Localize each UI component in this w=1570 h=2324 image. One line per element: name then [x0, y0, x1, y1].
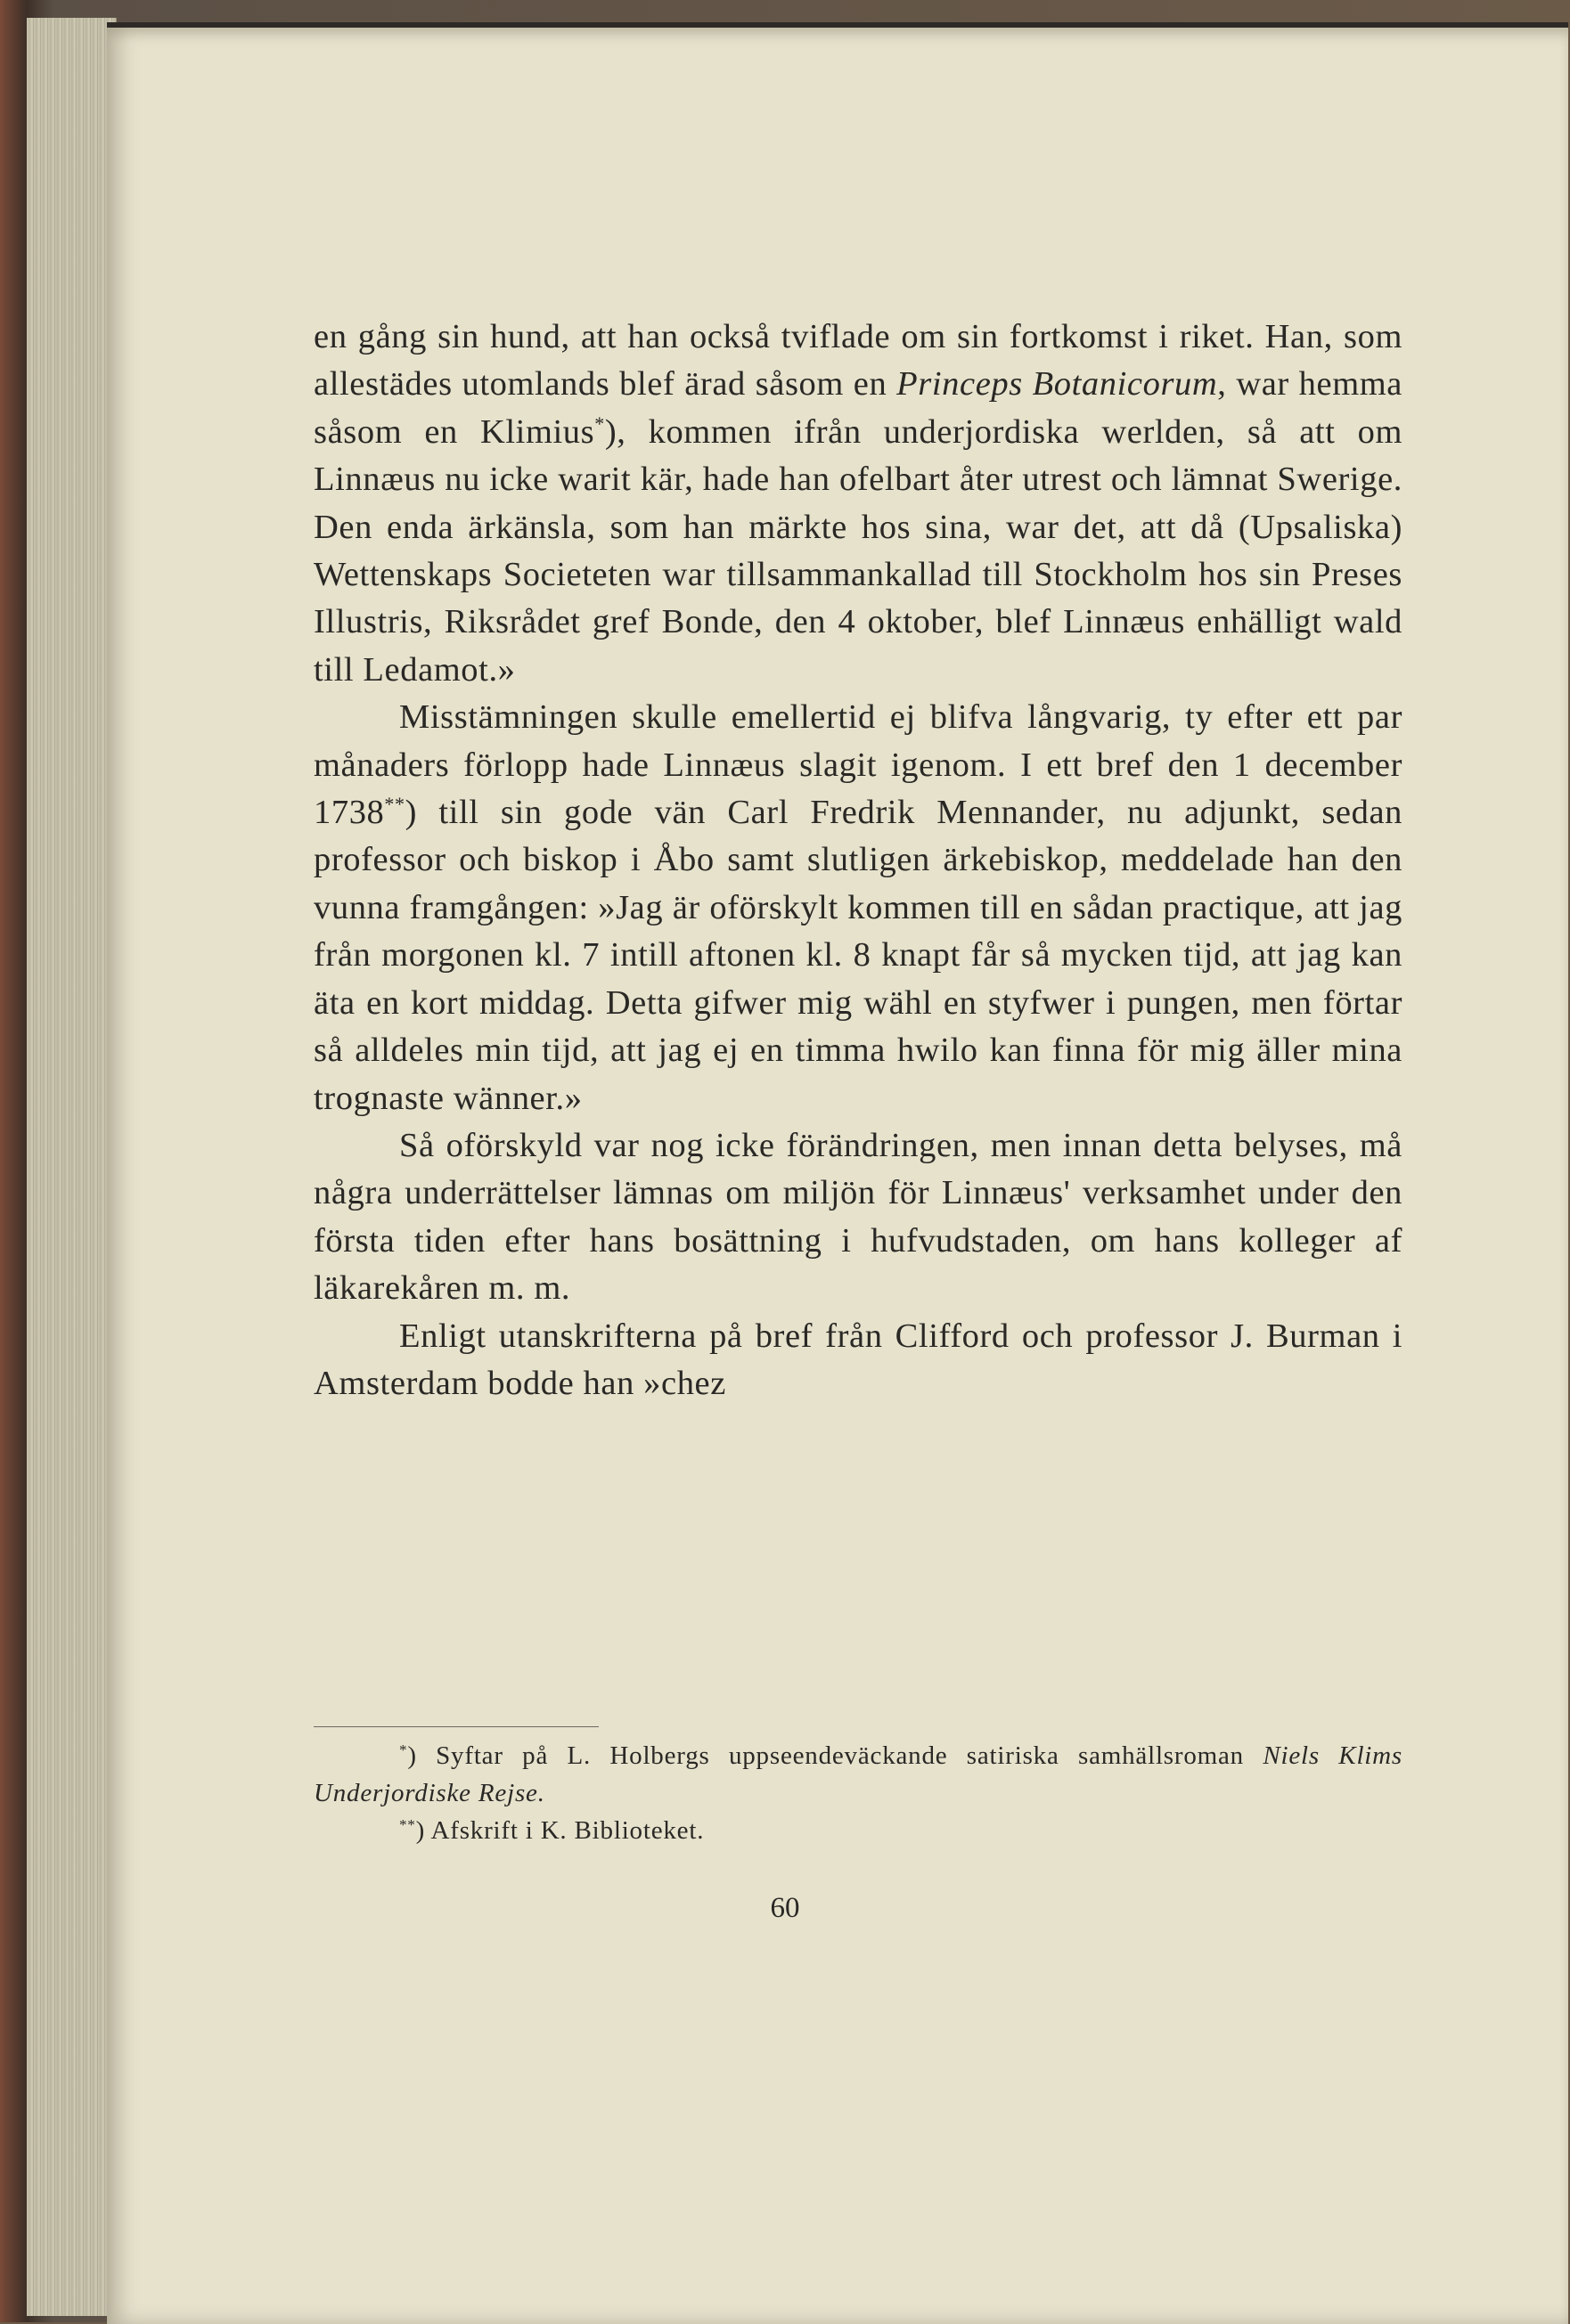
- text-run: en gång sin hund, att han också tviflade om sin fortkomst i riket. Han, som allestädes utomlands blef ärad såsom en: [314, 318, 1402, 404]
- paragraph-4: [314, 1313, 1402, 1408]
- text-run: Enligt utanskrifterna på bref från Clifford och professor J. Burman i Amsterdam bodde han »chez: [314, 1317, 1402, 1402]
- paragraph-3: [314, 1122, 1402, 1313]
- footnote-marker: **: [399, 1816, 416, 1833]
- italic-text: Niels Klims Underjordiske Rejse.: [314, 1741, 1402, 1807]
- body-text: [314, 314, 1402, 1407]
- italic-text: Princeps Botanicorum: [896, 365, 1218, 404]
- text-run: ) till sin gode vän Carl Fredrik Mennander, nu adjunkt, sedan professor och biskop i Åbo samt slutligen ärkebiskop, meddelade han den vunna framgången: »Jag är oförskylt kommen till en sådan practique, att jag från morgonen kl. 7 intill aftonen kl. 8 knapt får så mycken tijd, att jag kan äta en kort middag. Detta gifwer mig wähl en styfwer i pungen, men förtar så alldeles min tijd, att jag ej en timma hwilo kan finna för mig äller mina trognaste wänner.»: [314, 794, 1402, 1117]
- footnote-marker: *: [594, 412, 605, 435]
- footnote-2: [314, 1812, 1402, 1849]
- text-run: Så oförskyld var nog icke förändringen, men innan detta belyses, må några underrättelser lämnas om miljön för Linnæus' verksamhet under den första tiden efter hans bosättning i hufvudstaden, om hans kolleger af läkarekåren m. m.: [314, 1126, 1402, 1308]
- text-run: Misstämningen skulle emellertid ej blifva långvarig, ty efter ett par månaders förlopp hade Linnæus slagit igenom. I ett bref den 1 december 1738: [314, 698, 1402, 832]
- footnote-marker: **: [384, 793, 405, 816]
- text-run: , war hemma såsom en Klimius: [314, 365, 1402, 451]
- footnote-divider: [314, 1726, 599, 1727]
- footnote-1: [314, 1737, 1402, 1812]
- text-run: ) Syftar på L. Holbergs uppseendeväckande satiriska samhällsroman: [407, 1741, 1263, 1770]
- footnotes: [314, 1737, 1402, 1849]
- page-number: 60: [770, 1892, 800, 1924]
- footnote-marker: *: [399, 1741, 408, 1758]
- paragraph-1: [314, 314, 1402, 694]
- text-run: ), kommen ifrån underjordiska werlden, så att om Linnæus nu icke warit kär, hade han ofelbart åter utrest och lämnat Swerige. Den enda ärkänsla, som han märkte hos sina, war det, att då (Upsaliska) Wettenskaps Societeten war tillsammankallad till Stockholm hos sin Preses Illustris, Riksrådet gref Bonde, den 4 oktober, blef Linnæus enhälligt wald till Ledamot.»: [314, 412, 1403, 689]
- text-run: ) Afskrift i K. Biblioteket.: [415, 1816, 705, 1845]
- paragraph-2: [314, 694, 1402, 1122]
- book-page-edges: [27, 18, 117, 2316]
